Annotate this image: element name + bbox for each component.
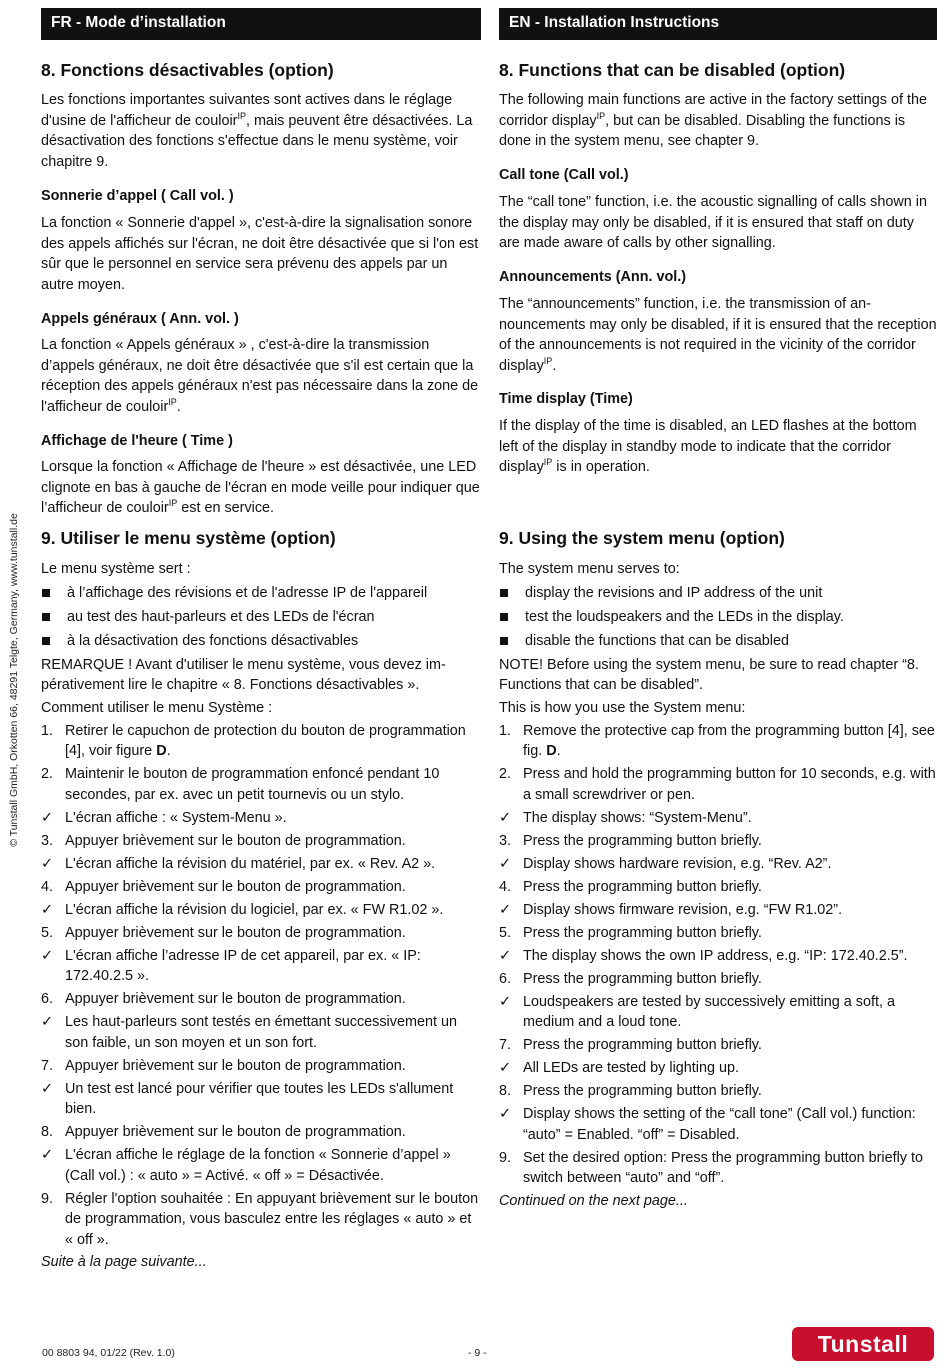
list-item: à la désactivation des fonctions désactivables bbox=[41, 631, 481, 652]
section-9-body-en bbox=[499, 559, 937, 1211]
call-tone-text-en: The “call tone” function, i.e. the acoustic signalling of calls shown in the display may only be disabled, if it is ensured that staff on duty are made aware of calls by other signalling. bbox=[499, 194, 927, 251]
step-text: Set the desired option: Press the programming button briefly to switch between “auto” and “off”. bbox=[523, 1149, 923, 1186]
step-item bbox=[499, 1058, 937, 1079]
list-item: au test des haut-parleurs et des LEDs de l'écran bbox=[41, 607, 481, 628]
call-tone-title-fr: Sonnerie d’appel ( Call vol. ) bbox=[41, 188, 234, 204]
step-item bbox=[41, 854, 481, 875]
time-display-text-fr: Lorsque la fonction « Affichage de l'heure » est désactivée, une LED clignote en bas à gauche de l'écran en mode veille pour indiquer que l’afficheur de couloir$^{IP}$ est en service. bbox=[41, 459, 480, 516]
step-item bbox=[499, 721, 937, 762]
step-text: L'écran affiche l’adresse IP de cet appareil, par ex. « IP: 172.40.2.5 ». bbox=[65, 947, 421, 984]
continued-fr: Suite à la page suivante... bbox=[41, 1254, 207, 1270]
announcements-title-en: Announcements (Ann. vol.) bbox=[499, 269, 687, 285]
step-text: Appuyer brièvement sur le bouton de programmation. bbox=[65, 832, 406, 849]
step-number: 6. bbox=[499, 970, 512, 987]
step-text: Press the programming button briefly. bbox=[523, 1037, 762, 1053]
check-icon: ✓ bbox=[41, 855, 54, 872]
step-number: 9. bbox=[499, 1149, 512, 1166]
step-text: Display shows the setting of the “call tone” (Call vol.) function: “auto” = Enabled. “off” = Disabled. bbox=[523, 1106, 916, 1143]
continued-en: Continued on the next page... bbox=[499, 1192, 688, 1209]
header-en: EN - Installation Instructions bbox=[499, 8, 937, 40]
section-8-intro-fr: Les fonctions importantes suivantes sont actives dans le réglage d'usine de l'afficheur de couloir$^{IP}$, mais peuvent être désactivées. La désactivation des fonctions s'effectue dans le menu système, voir chapitre 9. bbox=[41, 92, 473, 170]
check-icon: ✓ bbox=[41, 809, 54, 826]
section-9-body-fr bbox=[41, 559, 481, 1273]
step-item bbox=[499, 854, 937, 875]
step-text: The display shows the own IP address, e.g. “IP: 172.40.2.5”. bbox=[523, 947, 908, 964]
step-number: 4. bbox=[499, 878, 512, 895]
step-text: Press the programming button briefly. bbox=[523, 970, 762, 987]
step-item bbox=[41, 923, 481, 944]
section-8-title-fr: 8. Fonctions désactivables (option) bbox=[41, 60, 334, 80]
announcements-title-fr: Appels généraux ( Ann. vol. ) bbox=[41, 311, 239, 327]
step-text: Un test est lancé pour vérifier que toutes les LEDs s'allument bien. bbox=[65, 1080, 454, 1117]
step-item bbox=[499, 1104, 937, 1145]
step-item bbox=[41, 1012, 481, 1053]
list-item: à l’affichage des révisions et de l'adresse IP de l'appareil bbox=[41, 583, 481, 604]
section-9-intro-en: The system menu serves to: bbox=[499, 561, 680, 577]
step-item bbox=[41, 989, 481, 1010]
step-item bbox=[499, 992, 937, 1033]
step-number: 3. bbox=[499, 832, 512, 849]
step-text: Les haut-parleurs sont testés en émettant successivement un son faible, un son moyen et un son fort. bbox=[65, 1014, 457, 1051]
step-item bbox=[41, 877, 481, 898]
announcements-text-fr: La fonction « Appels généraux » , c'est-à-dire la transmission d’appels généraux, ne doit être désactivée que s'il est certain que la réception des appels généraux n'est pas nécessaire dans la zone de l'afficheur de couloir$^{IP}$. bbox=[41, 337, 479, 415]
step-text: All LEDs are tested by lighting up. bbox=[523, 1060, 739, 1076]
step-text: Appuyer brièvement sur le bouton de programmation. bbox=[65, 878, 406, 895]
list-item: display the revisions and IP address of the unit bbox=[499, 583, 937, 604]
copyright-sidebar bbox=[5, 500, 23, 860]
column-en bbox=[499, 8, 937, 1209]
check-icon: ✓ bbox=[41, 1147, 54, 1163]
step-text: Remove the protective cap from the programming button [4], see fig. D. bbox=[523, 722, 935, 759]
step-number: 8. bbox=[41, 1124, 54, 1140]
step-text: L'écran affiche la révision du logiciel, par ex. « FW R1.02 ». bbox=[65, 901, 444, 918]
bullet-list-fr bbox=[41, 583, 481, 652]
section-8-intro-en: The following main functions are active in the factory settings of the corridor display$^{IP}$, but can be disabled. Disabling the functions is done in the system menu, see chapter 9. bbox=[499, 92, 927, 149]
section-9-title-en: 9. Using the system menu (option) bbox=[499, 528, 785, 548]
call-tone-title-en: Call tone (Call vol.) bbox=[499, 167, 629, 183]
step-item bbox=[499, 877, 937, 898]
step-item bbox=[41, 900, 481, 921]
step-number: 4. bbox=[41, 878, 54, 895]
step-text: Loudspeakers are tested by successively emitting a soft, a medium and a loud tone. bbox=[523, 993, 895, 1030]
step-item bbox=[499, 1081, 937, 1102]
check-icon: ✓ bbox=[499, 993, 512, 1010]
step-item bbox=[41, 831, 481, 852]
step-text: Press the programming button briefly. bbox=[523, 832, 762, 849]
document-reference: 00 8803 94, 01/22 (Rev. 1.0) bbox=[42, 1347, 175, 1359]
step-text: Appuyer brièvement sur le bouton de programmation. bbox=[65, 924, 406, 941]
step-text: Appuyer brièvement sur le bouton de programmation. bbox=[65, 1124, 406, 1140]
step-item bbox=[41, 1145, 481, 1186]
step-number: 6. bbox=[41, 991, 54, 1007]
step-item bbox=[41, 946, 481, 987]
step-text: Display shows hardware revision, e.g. “Rev. A2”. bbox=[523, 855, 832, 872]
check-icon: ✓ bbox=[499, 901, 512, 918]
step-text: Press the programming button briefly. bbox=[523, 878, 762, 895]
howto-en: This is how you use the System menu: bbox=[499, 699, 746, 716]
step-item bbox=[499, 764, 937, 805]
steps-en bbox=[499, 721, 937, 1189]
step-text: Press the programming button briefly. bbox=[523, 1083, 762, 1099]
step-text: Display shows firmware revision, e.g. “FW R1.02”. bbox=[523, 901, 843, 918]
section-9-title-fr: 9. Utiliser le menu système (option) bbox=[41, 528, 336, 548]
step-number: 5. bbox=[41, 924, 54, 941]
step-item bbox=[499, 808, 937, 829]
check-icon: ✓ bbox=[499, 1106, 512, 1122]
section-9-intro-fr: Le menu système sert : bbox=[41, 561, 191, 577]
list-item: disable the functions that can be disabled bbox=[499, 631, 937, 652]
step-item bbox=[41, 721, 481, 762]
check-icon: ✓ bbox=[499, 947, 512, 964]
step-text: L'écran affiche : « System-Menu ». bbox=[65, 809, 287, 826]
step-number: 3. bbox=[41, 832, 54, 849]
step-item bbox=[499, 831, 937, 852]
check-icon: ✓ bbox=[499, 809, 512, 826]
step-item bbox=[41, 1056, 481, 1077]
howto-fr: Comment utiliser le menu Système : bbox=[41, 699, 273, 716]
step-item bbox=[499, 1148, 937, 1189]
step-item bbox=[41, 1122, 481, 1143]
step-text: Régler l'option souhaitée : En appuyant brièvement sur le bouton de programmation, vous basculez entre les réglages « auto » et « off ». bbox=[65, 1190, 479, 1248]
step-text: The display shows: “System-Menu”. bbox=[523, 809, 752, 826]
announcements-text-en: The “announcements” function, i.e. the transmission of announcements may only be disabled, if it is ensured that the reception of the announcements is not required in the vicinity of the corridor display$^{IP}$. bbox=[499, 296, 937, 374]
page-number: - 9 - bbox=[468, 1347, 487, 1359]
step-text: Retirer le capuchon de protection du bouton de programmation [4], voir figure D. bbox=[65, 722, 466, 759]
step-item bbox=[499, 923, 937, 944]
time-display-text-en: If the display of the time is disabled, an LED flashes at the bottom left of the display in standby mode to indicate that the corridor display$^{IP}$ is in operation. bbox=[499, 418, 917, 475]
section-8-title-en: 8. Functions that can be disabled (option) bbox=[499, 60, 846, 80]
step-number: 9. bbox=[41, 1190, 54, 1207]
note-en: NOTE! Before using the system menu, be sure to read chapter “8. Functions that can be disabled”. bbox=[499, 656, 919, 693]
step-text: L'écran affiche la révision du matériel, par ex. « Rev. A2 ». bbox=[65, 855, 436, 872]
step-item bbox=[499, 1035, 937, 1056]
step-number: 8. bbox=[499, 1083, 512, 1099]
step-number: 2. bbox=[41, 766, 54, 782]
step-item bbox=[499, 946, 937, 967]
step-text: Press the programming button briefly. bbox=[523, 924, 762, 941]
step-text: Maintenir le bouton de programmation enfoncé pendant 10 secondes, par ex. avec un petit tournevis ou un stylo. bbox=[65, 766, 440, 803]
check-icon: ✓ bbox=[499, 855, 512, 872]
time-display-title-en: Time display (Time) bbox=[499, 391, 633, 407]
step-text: Appuyer brièvement sur le bouton de programmation. bbox=[65, 1057, 406, 1074]
list-item: test the loudspeakers and the LEDs in the display. bbox=[499, 607, 937, 628]
step-text: L'écran affiche le réglage de la fonction « Sonnerie d’appel » (Call vol.) : « auto » = Activé. « off » = Désactivée. bbox=[65, 1147, 451, 1184]
check-icon: ✓ bbox=[41, 947, 54, 964]
steps-fr bbox=[41, 721, 481, 1251]
time-display-title-fr: Affichage de l'heure ( Time ) bbox=[41, 433, 233, 449]
step-item bbox=[41, 1079, 481, 1120]
column-fr bbox=[41, 8, 481, 1270]
tunstall-logo: Tunstall bbox=[792, 1327, 934, 1361]
step-number: 1. bbox=[499, 722, 512, 739]
step-text: Press and hold the programming button for 10 seconds, e.g. with a small screwdriver or pen. bbox=[523, 766, 936, 803]
step-number: 7. bbox=[41, 1057, 54, 1074]
copyright-text: © Tunstall GmbH, Orkotten 66, 48291 Telgte, Germany, www.tunstall.de bbox=[8, 513, 20, 847]
step-item bbox=[499, 900, 937, 921]
step-number: 5. bbox=[499, 924, 512, 941]
check-icon: ✓ bbox=[41, 1014, 54, 1030]
check-icon: ✓ bbox=[499, 1060, 512, 1076]
check-icon: ✓ bbox=[41, 1080, 54, 1097]
note-fr: REMARQUE ! Avant d'utiliser le menu système, vous devez impérativement lire le chapitre « 8. Fonctions désactivables ». bbox=[41, 656, 446, 693]
step-item bbox=[41, 808, 481, 829]
step-number: 2. bbox=[499, 766, 512, 782]
bullet-list-en bbox=[499, 583, 937, 652]
check-icon: ✓ bbox=[41, 901, 54, 918]
step-text: Appuyer brièvement sur le bouton de programmation. bbox=[65, 991, 406, 1007]
header-fr: FR - Mode d’installation bbox=[41, 8, 481, 40]
step-item bbox=[499, 969, 937, 990]
call-tone-text-fr: La fonction « Sonnerie d'appel », c'est-à-dire la signalisation sonore des appels affichés sur l'écran, ne doit être désactivée que si l'on est sûr que le personnel en service sera prévenu des appels par un autre moyen. bbox=[41, 215, 479, 293]
step-number: 1. bbox=[41, 722, 54, 739]
step-item bbox=[41, 764, 481, 805]
step-item bbox=[41, 1189, 481, 1251]
step-number: 7. bbox=[499, 1037, 512, 1053]
